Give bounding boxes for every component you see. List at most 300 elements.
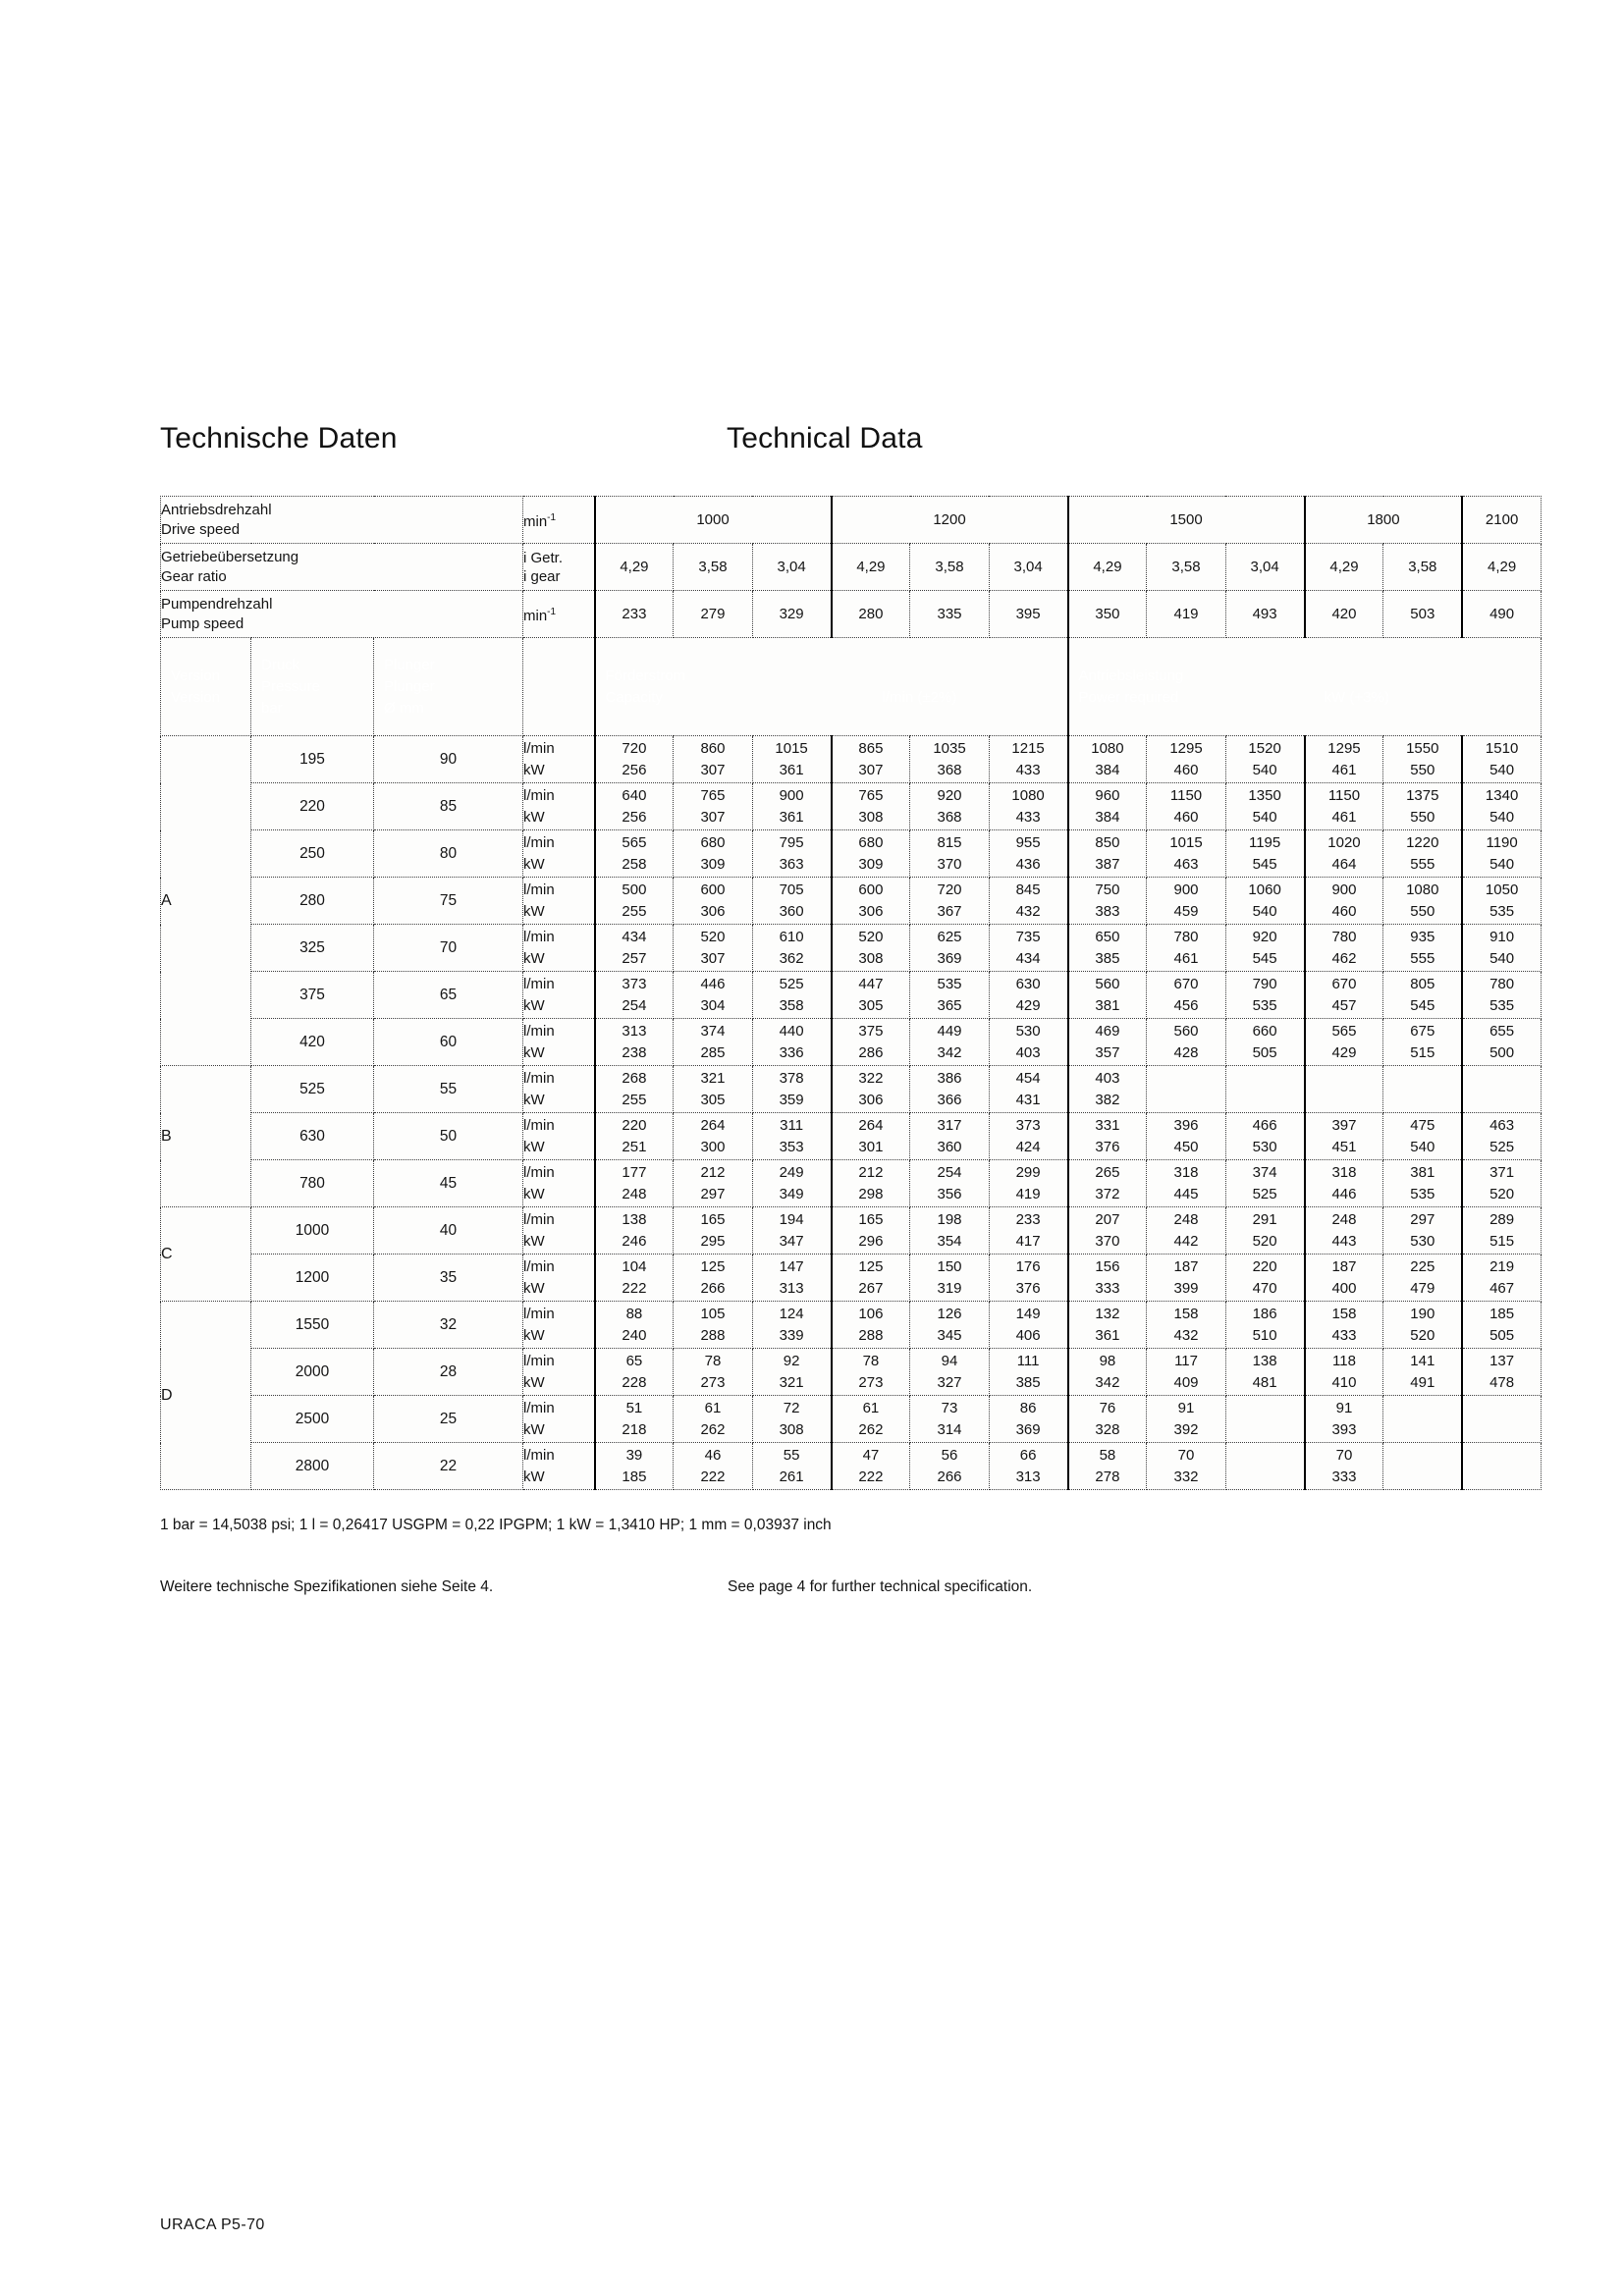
text-line: 138 <box>1252 1352 1277 1369</box>
text-line: 56 <box>941 1446 958 1464</box>
text-line: 158 <box>1173 1305 1199 1322</box>
capacity-power-value-cell <box>989 878 1067 925</box>
text-line: 361 <box>1095 1326 1120 1344</box>
text-line: 1510 <box>1485 739 1519 757</box>
version-cell: A <box>161 736 251 1066</box>
text-line: 565 <box>622 833 647 851</box>
text-line: l/min <box>523 1163 555 1181</box>
text-line: Version <box>171 688 221 706</box>
row-unit-cell <box>523 1113 595 1160</box>
text-line: 545 <box>1410 996 1435 1014</box>
text-line: 443 <box>1331 1232 1357 1250</box>
text-line: 479 <box>1410 1279 1435 1297</box>
text-line: Druck <box>261 656 300 673</box>
capacity-power-value-cell <box>832 925 910 972</box>
text-line: 555 <box>1410 949 1435 967</box>
plunger-cell: 55 <box>374 1066 523 1113</box>
drive-speed-value-cell: 1500 <box>1068 497 1305 544</box>
capacity-power-value-cell <box>1305 1255 1383 1302</box>
capacity-power-value-cell <box>1225 1302 1304 1349</box>
capacity-power-value-cell <box>595 972 674 1019</box>
text-line: 461 <box>1331 808 1357 826</box>
text-line: 376 <box>1015 1279 1041 1297</box>
gear-ratio-unit-cell <box>523 544 595 591</box>
text-line: 1080 <box>1011 786 1045 804</box>
text-line: 545 <box>1252 855 1277 873</box>
text-line: 285 <box>700 1043 726 1061</box>
capacity-power-value-cell <box>674 1113 752 1160</box>
text-line: kW <box>523 1279 545 1297</box>
capacity-power-value-cell <box>752 972 831 1019</box>
text-line: 328 <box>1095 1420 1120 1438</box>
text-line: 321 <box>700 1069 726 1087</box>
text-line: 1015 <box>1169 833 1203 851</box>
text-line: 46 <box>704 1446 722 1464</box>
capacity-power-value-cell <box>752 1113 831 1160</box>
capacity-power-value-cell <box>595 1066 674 1113</box>
capacity-power-value-cell <box>1068 1349 1147 1396</box>
text-line: 70 <box>1335 1446 1353 1464</box>
text-line: 371 <box>1489 1163 1515 1181</box>
text-line: 1375 <box>1406 786 1439 804</box>
text-line: 349 <box>779 1185 804 1202</box>
capacity-power-value-cell <box>1305 1349 1383 1396</box>
text-line: 305 <box>858 996 884 1014</box>
capacity-power-value-cell <box>752 1019 831 1066</box>
data-row <box>161 972 1542 1019</box>
text-line: 505 <box>1252 1043 1277 1061</box>
data-row <box>161 783 1542 830</box>
text-line: 432 <box>1015 902 1041 920</box>
plunger-cell: 85 <box>374 783 523 830</box>
text-line: 385 <box>1095 949 1120 967</box>
text-line: 750 <box>1095 881 1120 898</box>
text-line: 299 <box>1015 1163 1041 1181</box>
text-line: 94 <box>941 1352 958 1369</box>
text-line: 400 <box>1331 1279 1357 1297</box>
text-line: 301 <box>858 1138 884 1155</box>
text-line: 1215 <box>1011 739 1045 757</box>
text-line: 190 <box>1410 1305 1435 1322</box>
capacity-power-value-cell <box>989 736 1067 783</box>
text-line: 255 <box>622 1091 647 1108</box>
text-line: 373 <box>1015 1116 1041 1134</box>
capacity-power-value-cell <box>1462 972 1541 1019</box>
text-line: 910 <box>1489 928 1515 945</box>
text-line: 165 <box>858 1210 884 1228</box>
text-line: 124 <box>779 1305 804 1322</box>
text-line: 198 <box>937 1210 962 1228</box>
text-line: 306 <box>700 902 726 920</box>
pressure-cell: 220 <box>251 783 374 830</box>
data-row <box>161 925 1542 972</box>
row-unit-cell <box>523 972 595 1019</box>
text-line: 475 <box>1410 1116 1435 1134</box>
text-line: 149 <box>1015 1305 1041 1322</box>
capacity-power-value-cell <box>832 1302 910 1349</box>
capacity-power-value-cell <box>752 925 831 972</box>
text-line: 76 <box>1099 1399 1116 1416</box>
gear-ratio-row <box>161 544 1542 591</box>
capacity-power-value-cell <box>674 925 752 972</box>
text-line: 374 <box>1252 1163 1277 1181</box>
text-line: 600 <box>700 881 726 898</box>
pressure-cell: 420 <box>251 1019 374 1066</box>
pump-speed-value-cell: 493 <box>1225 591 1304 638</box>
pump-speed-value-cell: 233 <box>595 591 674 638</box>
capacity-power-value-cell <box>595 736 674 783</box>
text-line: 373 <box>622 975 647 992</box>
row-unit-cell <box>523 1443 595 1490</box>
text-line: 187 <box>1173 1257 1199 1275</box>
text-line: 372 <box>1095 1185 1120 1202</box>
text-line: 347 <box>779 1232 804 1250</box>
pressure-cell: 525 <box>251 1066 374 1113</box>
text-line: 1150 <box>1169 786 1203 804</box>
capacity-power-value-cell <box>1225 1396 1304 1443</box>
text-line: 207 <box>1095 1210 1120 1228</box>
capacity-power-value-cell <box>1383 1255 1462 1302</box>
capacity-power-value-cell <box>1225 925 1304 972</box>
text-line: 446 <box>700 975 726 992</box>
text-line: 125 <box>700 1257 726 1275</box>
text-line: kW <box>523 1138 545 1155</box>
capacity-power-value-cell <box>1462 925 1541 972</box>
text-line: 505 <box>1489 1326 1515 1344</box>
capacity-power-value-cell <box>1383 925 1462 972</box>
text-line: 288 <box>858 1326 884 1344</box>
text-line: 268 <box>622 1069 647 1087</box>
text-line: 491 <box>1410 1373 1435 1391</box>
capacity-power-value-cell <box>832 1019 910 1066</box>
row-unit-cell <box>523 1160 595 1207</box>
data-row <box>161 1349 1542 1396</box>
text-line: 550 <box>1410 808 1435 826</box>
capacity-header-cell <box>595 638 1068 736</box>
capacity-power-value-cell <box>989 1113 1067 1160</box>
gear-ratio-value-cell: 3,04 <box>752 544 831 591</box>
gear-ratio-value-cell: 3,04 <box>1225 544 1304 591</box>
text-line: 1190 <box>1486 833 1518 851</box>
capacity-power-value-cell <box>752 1396 831 1443</box>
capacity-power-value-cell <box>832 878 910 925</box>
text-line: l/min <box>523 975 555 992</box>
text-line: 525 <box>1489 1138 1515 1155</box>
capacity-power-value-cell <box>832 1349 910 1396</box>
text-line: 321 <box>779 1373 804 1391</box>
text-line: 297 <box>700 1185 726 1202</box>
pressure-cell: 195 <box>251 736 374 783</box>
text-line: l/min <box>523 1257 555 1275</box>
text-line: 433 <box>1015 808 1041 826</box>
text-line: 409 <box>1173 1373 1199 1391</box>
text-line: 186 <box>1252 1305 1277 1322</box>
capacity-power-value-cell <box>1225 1160 1304 1207</box>
text-line: 273 <box>858 1373 884 1391</box>
text-line: 429 <box>1015 996 1041 1014</box>
text-line: 362 <box>779 949 804 967</box>
text-line: l/min <box>523 928 555 945</box>
data-row <box>161 1443 1542 1490</box>
text-line: l/min <box>523 1022 555 1040</box>
text-line: 432 <box>1173 1326 1199 1344</box>
text-line: 356 <box>937 1185 962 1202</box>
page-title-english: Technical Data <box>727 422 923 454</box>
text-line: 385 <box>1015 1373 1041 1391</box>
text-line: 262 <box>858 1420 884 1438</box>
capacity-power-value-cell <box>595 1019 674 1066</box>
pump-speed-value-cell: 420 <box>1305 591 1383 638</box>
text-line: 780 <box>1173 928 1199 945</box>
capacity-power-value-cell <box>1462 830 1541 878</box>
capacity-power-value-cell <box>1383 1302 1462 1349</box>
capacity-power-value-cell <box>1147 1160 1225 1207</box>
text-line: 396 <box>1173 1116 1199 1134</box>
text-line: 309 <box>858 855 884 873</box>
text-line: 540 <box>1252 808 1277 826</box>
capacity-power-value-cell <box>1305 1113 1383 1160</box>
capacity-power-value-cell <box>1462 1396 1541 1443</box>
text-line: 353 <box>779 1138 804 1155</box>
text-line: l/min <box>523 1352 555 1369</box>
text-line: 306 <box>858 1091 884 1108</box>
text-line: 88 <box>625 1305 643 1322</box>
text-line: l/min <box>523 739 555 757</box>
text-line: 462 <box>1331 949 1357 967</box>
text-line: 360 <box>779 902 804 920</box>
row-unit-cell <box>523 925 595 972</box>
text-line: 264 <box>858 1116 884 1134</box>
text-line: l/min <box>523 1399 555 1416</box>
text-line: 248 <box>622 1185 647 1202</box>
capacity-power-value-cell <box>1305 1160 1383 1207</box>
text-line: 375 <box>858 1022 884 1040</box>
data-row <box>161 1066 1542 1113</box>
text-line: 359 <box>779 1091 804 1108</box>
data-row <box>161 1019 1542 1066</box>
text-line: 220 <box>1252 1257 1277 1275</box>
text-line: 370 <box>937 855 962 873</box>
drive-speed-row <box>161 497 1542 544</box>
text-line: 264 <box>700 1116 726 1134</box>
pump-speed-value-cell: 350 <box>1068 591 1147 638</box>
pressure-cell: 250 <box>251 830 374 878</box>
capacity-power-value-cell <box>989 830 1067 878</box>
text-line: i gear <box>523 567 561 585</box>
plunger-cell: 25 <box>374 1396 523 1443</box>
capacity-power-value-cell <box>1305 925 1383 972</box>
text-line: 419 <box>1015 1185 1041 1202</box>
text-line: Pumpendrehzahl <box>161 595 273 613</box>
capacity-power-value-cell <box>1147 1113 1225 1160</box>
text-line: 630 <box>1015 975 1041 992</box>
text-line: 367 <box>937 902 962 920</box>
text-line: 535 <box>937 975 962 992</box>
version-cell: B <box>161 1066 251 1207</box>
text-line: 220 <box>622 1116 647 1134</box>
text-line: kW <box>523 855 545 873</box>
data-row <box>161 1302 1542 1349</box>
text-line: 955 <box>1015 833 1041 851</box>
text-line: 286 <box>858 1043 884 1061</box>
pump-speed-label-cell <box>161 591 523 638</box>
text-line: 555 <box>1410 855 1435 873</box>
text-line: l/min <box>523 1446 555 1464</box>
pump-speed-value-cell: 335 <box>910 591 989 638</box>
text-line: 295 <box>700 1232 726 1250</box>
text-line: 249 <box>779 1163 804 1181</box>
text-line: 461 <box>1331 761 1357 778</box>
capacity-power-value-cell <box>1147 783 1225 830</box>
text-line: 261 <box>779 1468 804 1485</box>
version-cell: C <box>161 1207 251 1302</box>
text-line: 158 <box>1331 1305 1357 1322</box>
text-line: 381 <box>1410 1163 1435 1181</box>
pump-speed-value-cell: 395 <box>989 591 1067 638</box>
plunger-cell: 60 <box>374 1019 523 1066</box>
capacity-power-value-cell <box>910 830 989 878</box>
text-line: 1150 <box>1327 786 1361 804</box>
capacity-power-value-cell <box>989 1302 1067 1349</box>
text-line: 860 <box>700 739 726 757</box>
capacity-power-value-cell <box>595 1160 674 1207</box>
text-line: 73 <box>941 1399 958 1416</box>
data-row <box>161 878 1542 925</box>
capacity-power-value-cell <box>1225 1443 1304 1490</box>
capacity-power-value-cell <box>910 1207 989 1255</box>
text-line: 125 <box>858 1257 884 1275</box>
capacity-power-value-cell <box>832 1207 910 1255</box>
text-line: 520 <box>1252 1232 1277 1250</box>
capacity-power-value-cell <box>1147 1066 1225 1113</box>
capacity-power-value-cell <box>832 830 910 878</box>
text-line: 111 <box>1016 1352 1040 1369</box>
capacity-power-value-cell <box>910 1255 989 1302</box>
text-line: 248 <box>1173 1210 1199 1228</box>
capacity-power-value-cell <box>910 1113 989 1160</box>
text-line: 305 <box>700 1091 726 1108</box>
text-line <box>1069 687 1542 709</box>
text-line: 403 <box>1095 1069 1120 1087</box>
text-line: 360 <box>937 1138 962 1155</box>
further-spec-note-english: See page 4 for further technical specification. <box>728 1578 1033 1595</box>
text-line: 610 <box>779 928 804 945</box>
text-line: 70 <box>1177 1446 1195 1464</box>
text-line: Capacity <box>605 688 663 706</box>
text-line: 520 <box>700 928 726 945</box>
text-line: kW <box>523 1232 545 1250</box>
text-line: 117 <box>1174 1352 1198 1369</box>
text-line: 256 <box>622 808 647 826</box>
data-row <box>161 830 1542 878</box>
text-line: 106 <box>858 1305 884 1322</box>
text-line: Ø mm <box>384 699 424 717</box>
data-row <box>161 736 1542 783</box>
text-line: 650 <box>1095 928 1120 945</box>
text-line: 457 <box>1331 996 1357 1014</box>
text-line: 61 <box>862 1399 880 1416</box>
text-line: 765 <box>858 786 884 804</box>
capacity-power-value-cell <box>1147 878 1225 925</box>
text-line: 138 <box>622 1210 647 1228</box>
text-line: 1080 <box>1406 881 1439 898</box>
text-line: 1295 <box>1169 739 1203 757</box>
capacity-power-value-cell <box>1462 1207 1541 1255</box>
text-line: 1035 <box>933 739 966 757</box>
text-line: 424 <box>1015 1138 1041 1155</box>
text-line: Antriebsleistung <box>1078 667 1184 684</box>
capacity-power-value-cell <box>1068 1113 1147 1160</box>
text-line: bar <box>261 699 283 717</box>
text-line: 55 <box>783 1446 800 1464</box>
pump-speed-value-cell: 329 <box>752 591 831 638</box>
text-line: 540 <box>1489 855 1515 873</box>
text-line: 262 <box>700 1420 726 1438</box>
text-line: 460 <box>1173 761 1199 778</box>
data-row <box>161 1207 1542 1255</box>
capacity-power-value-cell <box>674 1066 752 1113</box>
capacity-power-value-cell <box>674 1443 752 1490</box>
column-header-row <box>161 638 1542 736</box>
text-line: 900 <box>1331 881 1357 898</box>
text-line: 165 <box>700 1210 726 1228</box>
gear-ratio-label-cell <box>161 544 523 591</box>
text-line: 91 <box>1177 1399 1195 1416</box>
text-line: l/min <box>523 1305 555 1322</box>
capacity-power-value-cell <box>595 1349 674 1396</box>
capacity-power-value-cell <box>910 783 989 830</box>
text-line: 565 <box>1331 1022 1357 1040</box>
pressure-cell: 1000 <box>251 1207 374 1255</box>
plunger-cell: 80 <box>374 830 523 878</box>
text-line: 397 <box>1331 1116 1357 1134</box>
capacity-power-value-cell <box>1225 1066 1304 1113</box>
text-line: 251 <box>622 1138 647 1155</box>
text-line: 461 <box>1173 949 1199 967</box>
text-line: 540 <box>1489 761 1515 778</box>
text-line: 675 <box>1410 1022 1435 1040</box>
text-line: 433 <box>1331 1326 1357 1344</box>
plunger-cell: 90 <box>374 736 523 783</box>
pump-speed-row <box>161 591 1542 638</box>
text-line: 384 <box>1095 808 1120 826</box>
text-line: 515 <box>1410 1043 1435 1061</box>
text-line: 150 <box>937 1257 962 1275</box>
pump-speed-value-cell: 279 <box>674 591 752 638</box>
text-line: 535 <box>1489 902 1515 920</box>
text-line: kW <box>523 1091 545 1108</box>
text-line: 1195 <box>1248 833 1281 851</box>
text-line: kW <box>523 1043 545 1061</box>
capacity-power-value-cell <box>752 1207 831 1255</box>
row-unit-cell <box>523 1396 595 1443</box>
text-line: 257 <box>622 949 647 967</box>
capacity-power-value-cell <box>1068 1160 1147 1207</box>
text-line: i Getr. <box>523 549 564 566</box>
text-line: Power required <box>1078 688 1179 706</box>
pressure-header-cell <box>251 638 374 736</box>
capacity-power-value-cell <box>1383 736 1462 783</box>
further-spec-note-german: Weitere technische Spezifikationen siehe Seite 4. <box>160 1578 494 1595</box>
text-line: 515 <box>1489 1232 1515 1250</box>
capacity-power-value-cell <box>595 1255 674 1302</box>
text-line: 920 <box>937 786 962 804</box>
gear-ratio-value-cell: 3,58 <box>1147 544 1225 591</box>
text-line: 900 <box>1173 881 1199 898</box>
pump-speed-value-cell: 503 <box>1383 591 1462 638</box>
capacity-power-value-cell <box>1383 972 1462 1019</box>
row-unit-cell <box>523 736 595 783</box>
